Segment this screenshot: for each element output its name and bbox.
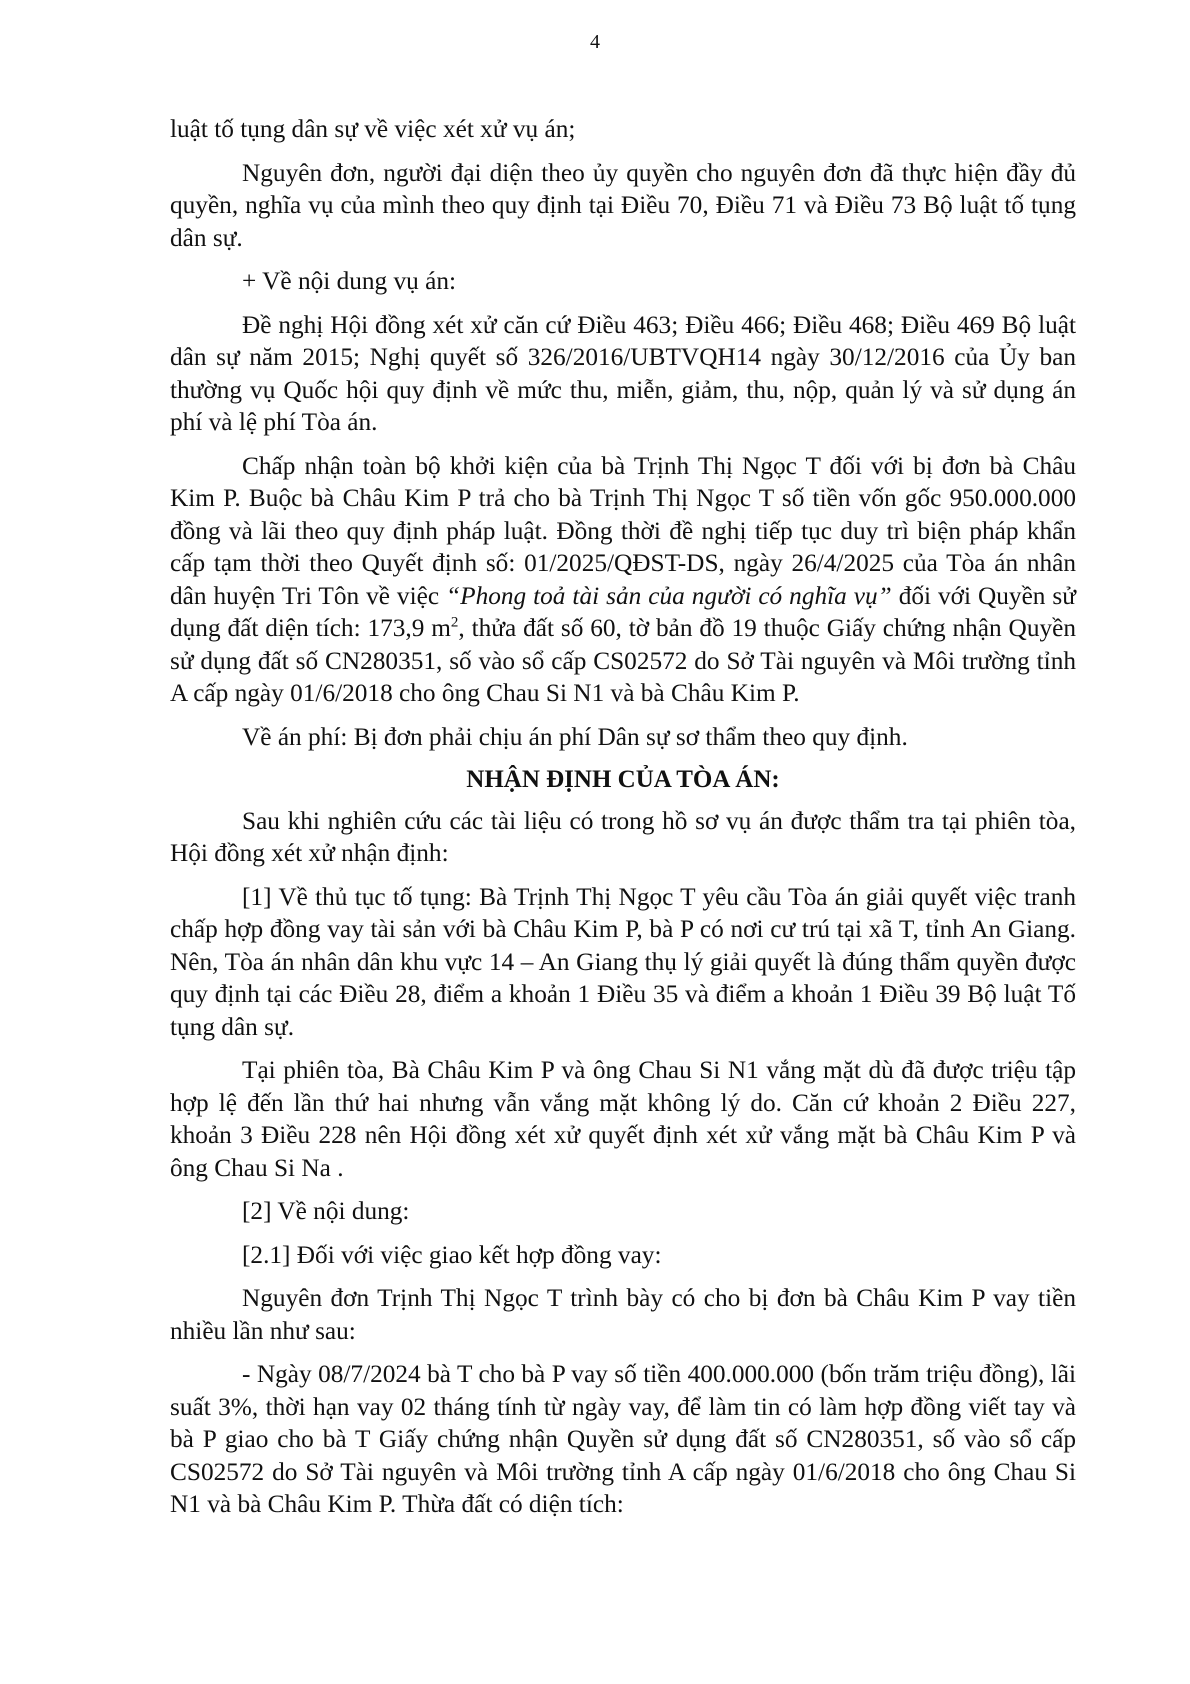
paragraph-3: + Về nội dung vụ án: bbox=[242, 267, 457, 295]
page-number: 4 bbox=[590, 31, 600, 53]
paragraph-1: luật tố tụng dân sự về việc xét xử vụ án; bbox=[170, 115, 576, 143]
paragraph-5-part3: , thửa đất số 60, tờ bản đồ 19 thuộc Giấy chứng nhận Quyền sử dụng đất số CN280351, số vào sổ cấp CS02572 do Sở Tài nguyên và Môi trường tỉnh A cấp ngày 01/6/2018 cho ông Chau Si N1 và bà Châu Kim P. bbox=[170, 614, 1076, 707]
paragraph-6: Về án phí: Bị đơn phải chịu án phí Dân sự sơ thẩm theo quy định. bbox=[242, 722, 908, 751]
section-heading: NHẬN ĐỊNH CỦA TÒA ÁN: bbox=[466, 766, 780, 793]
paragraph-10: [2] Về nội dung: bbox=[242, 1197, 410, 1225]
paragraph-5-part1: Chấp nhận toàn bộ khởi kiện của bà Trịnh Thị Ngọc T đối với bị đơn bà Châu Kim P. Buộc bà Châu Kim P trả cho bà Trịnh Thị Ngọc T số tiền vốn gốc 950.000.000 đồng và lãi theo quy định pháp luật. Đồng thời đề nghị tiếp tục duy trì biện pháp khẩn cấp tạm thời theo Quyết định số: 01/2025/QĐST-DS, ngày 26/4/2025 của Tòa án nhân dân huyện Tri Tôn về việc bbox=[170, 451, 1076, 610]
paragraph-5-part2: đối với Quyền sử dụng đất diện tích: 173,9 m bbox=[170, 581, 1076, 642]
paragraph-4: Đề nghị Hội đồng xét xử căn cứ Điều 463; Điều 466; Điều 468; Điều 469 Bộ luật dân sự năm 2015; Nghị quyết số 326/2016/UBTVQH14 ngày 30/12/2016 của Ủy ban thường vụ Quốc hội quy định về mức thu, miễn, giảm, thu, nộp, quản lý và sử dụng án phí và lệ phí Tòa án. bbox=[170, 310, 1076, 436]
paragraph-12: Nguyên đơn Trịnh Thị Ngọc T trình bày có cho bị đơn bà Châu Kim P vay tiền nhiều lần như sau: bbox=[170, 1284, 1076, 1345]
document-body bbox=[170, 113, 1076, 1532]
paragraph-8: [1] Về thủ tục tố tụng: Bà Trịnh Thị Ngọc T yêu cầu Tòa án giải quyết việc tranh chấp hợp đồng vay tài sản với bà Châu Kim P, bà P có nơi cư trú tại xã T, tỉnh An Giang. Nên, Tòa án nhân dân khu vực 14 – An Giang thụ lý giải quyết là đúng thẩm quyền được quy định tại các Điều 28, điểm a khoản 1 Điều 35 và điểm a khoản 1 Điều 39 Bộ luật Tố tụng dân sự. bbox=[170, 882, 1076, 1041]
paragraph-11: [2.1] Đối với việc giao kết hợp đồng vay: bbox=[242, 1240, 662, 1269]
paragraph-5-superscript: 2 bbox=[450, 614, 459, 631]
paragraph-13: - Ngày 08/7/2024 bà T cho bà P vay số tiền 400.000.000 (bốn trăm triệu đồng), lãi suất 3%, thời hạn vay 02 tháng tính từ ngày vay, để làm tin có làm hợp đồng viết tay và bà P giao cho bà T Giấy chứng nhận Quyền sử dụng đất số CN280351, số vào sổ cấp CS02572 do Sở Tài nguyên và Môi trường tỉnh A cấp ngày 01/6/2018 cho ông Chau Si N1 và bà Châu Kim P. Thừa đất có diện tích: bbox=[170, 1360, 1076, 1518]
paragraph-5 bbox=[170, 450, 1076, 710]
paragraph-2: Nguyên đơn, người đại diện theo ủy quyền cho nguyên đơn đã thực hiện đầy đủ quyền, nghĩa vụ của mình theo quy định tại Điều 70, Điều 71 và Điều 73 Bộ luật tố tụng dân sự. bbox=[170, 158, 1076, 252]
paragraph-9: Tại phiên tòa, Bà Châu Kim P và ông Chau Si N1 vắng mặt dù đã được triệu tập hợp lệ đến lần thứ hai nhưng vẫn vắng mặt không lý do. Căn cứ khoản 2 Điều 227, khoản 3 Điều 228 nên Hội đồng xét xử quyết định xét xử vắng mặt bà Châu Kim P và ông Chau Si Na . bbox=[170, 1056, 1076, 1182]
paragraph-5-italic-quote: “Phong toả tài sản của người có nghĩa vụ” bbox=[446, 581, 892, 610]
paragraph-7: Sau khi nghiên cứu các tài liệu có trong hồ sơ vụ án được thẩm tra tại phiên tòa, Hội đồng xét xử nhận định: bbox=[170, 806, 1076, 867]
